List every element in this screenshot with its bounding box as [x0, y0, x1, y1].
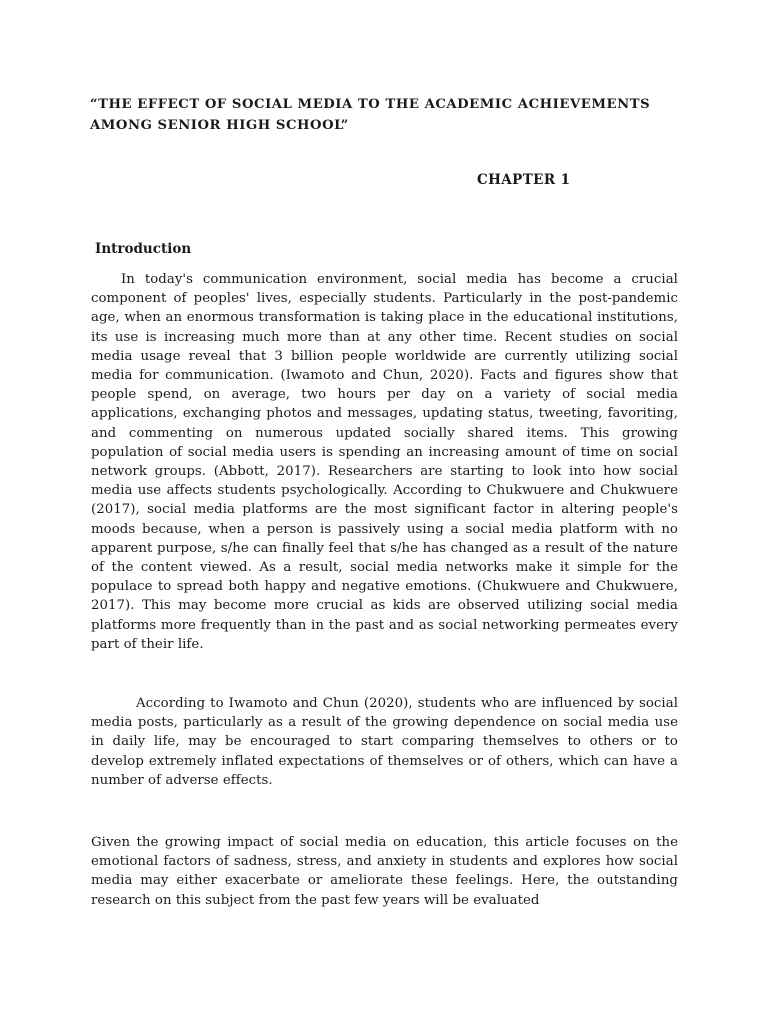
chapter-heading: CHAPTER 1	[477, 172, 571, 188]
paragraph-3: Given the growing impact of social media on education, this article focuses on the emotional factors of sadness, stress, and anxiety in students and explores how social media may either exacerbate or ameliorate these feelings. Here, the outstanding research on this subject from the past few years will be evaluated	[91, 835, 678, 908]
paragraph-1: In today's communication environment, social media has become a crucial component of peoples' lives, especially students. Particularly in the post-pandemic age, when an enormous transformation is taking place in the educational institutions, its use is increasing much more than at any other time. Recent studies on social media usage reveal that 3 billion people worldwide are currently utilizing social media for communication. (Iwamoto and Chun, 2020). Facts and figures show that people spend, on average, two hours per day on a variety of social media applications, exchanging photos and messages, updating status, tweeting, favoriting, and commenting on numerous updated socially shared items. This growing population of social media users is spending an increasing amount of time on social network groups. (Abbott, 2017). Researchers are starting to look into how social media use affects students psychologically. According to Chukwuere and Chukwuere (2017), social media platforms are the most significant factor in altering people's moods because, when a person is passively using a social media platform with no apparent purpose, s/he can finally feel that s/he has changed as a result of the nature of the content viewed. As a result, social media networks make it simple for the populace to spread both happy and negative emotions. (Chukwuere and Chukwuere, 2017). This may become more crucial as kids are observed utilizing social media platforms more frequently than in the past and as social networking permeates every part of their life.	[91, 272, 678, 652]
paragraph-2: According to Iwamoto and Chun (2020), students who are influenced by social media posts, particularly as a result of the growing dependence on social media use in daily life, may be encouraged to start comparing themselves to others or to develop extremely inflated expectations of themselves or of others, which can have a number of adverse effects.	[91, 696, 678, 788]
document-title: “THE EFFECT OF SOCIAL MEDIA TO THE ACADEMIC ACHIEVEMENTS AMONG SENIOR HIGH SCHOOL”	[90, 97, 651, 133]
section-heading-introduction: Introduction	[95, 241, 192, 257]
